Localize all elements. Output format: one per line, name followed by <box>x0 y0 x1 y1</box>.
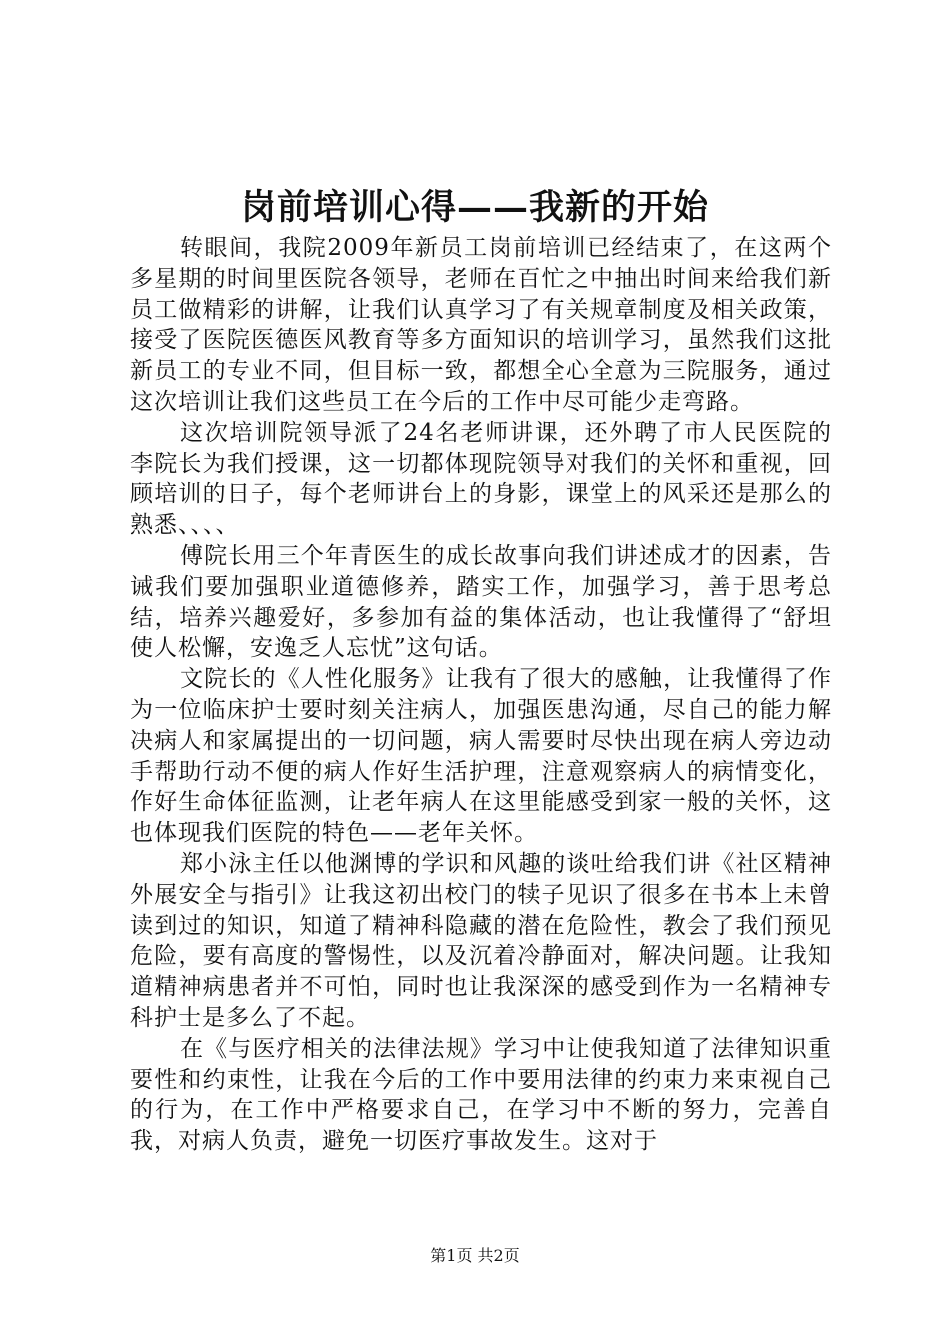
paragraph: 在《与医疗相关的法律法规》学习中让使我知道了法律知识重要性和约束性，让我在今后的工作中要用法律的约束力来束视自己的行为，在工作中严格要求自己，在学习中不断的努力，完善自我，对病人负责，避免一切医疗事故发生。这对于 <box>130 1035 832 1155</box>
document-title: 岗前培训心得——我新的开始 <box>240 187 709 228</box>
paragraph: 文院长的《人性化服务》让我有了很大的感触，让我懂得了作为一位临床护士要时刻关注病人，加强医患沟通，尽自己的能力解决病人和家属提出的一切问题，病人需要时尽快出现在病人旁边动手帮助行动不便的病人作好生活护理，注意观察病人的病情变化，作好生命体征监测，让老年病人在这里能感受到家一般的关怀，这也体现我们医院的特色——老年关怀。 <box>130 666 832 847</box>
document-body <box>130 233 832 1157</box>
paragraph: 转眼间，我院2009年新员工岗前培训已经结束了，在这两个多星期的时间里医院各领导，老师在百忙之中抽出时间来给我们新员工做精彩的讲解，让我们认真学习了有关规章制度及相关政策，接受了医院医德医风教育等多方面知识的培训学习，虽然我们这批新员工的专业不同，但目标一致，都想全心全意为三院服务，通过这次培训让我们这些员工在今后的工作中尽可能少走弯路。 <box>130 235 832 415</box>
paragraph: 这次培训院领导派了24名老师讲课，还外聘了市人民医院的李院长为我们授课，这一切都体现院领导对我们的关怀和重视，回顾培训的日子，每个老师讲台上的身影，课堂上的风采还是那么的熟悉、、、、 <box>130 419 832 539</box>
paragraph: 傅院长用三个年青医生的成长故事向我们讲述成才的因素，告诫我们要加强职业道德修养，踏实工作，加强学习，善于思考总结，培养兴趣爱好，多参加有益的集体活动，也让我懂得了“舒坦使人松懈，安逸乏人忘忧”这句话。 <box>130 542 832 662</box>
page-footer: 第1页 共2页 <box>430 1246 520 1265</box>
paragraph: 郑小泳主任以他渊博的学识和风趣的谈吐给我们讲《社区精神外展安全与指引》让我这初出校门的犊子见识了很多在书本上未曾读到过的知识，知道了精神科隐藏的潜在危险性，教会了我们预见危险，要有高度的警惕性，以及沉着冷静面对，解决问题。让我知道精神病患者并不可怕，同时也让我深深的感受到作为一名精神专科护士是多么了不起。 <box>130 850 832 1031</box>
